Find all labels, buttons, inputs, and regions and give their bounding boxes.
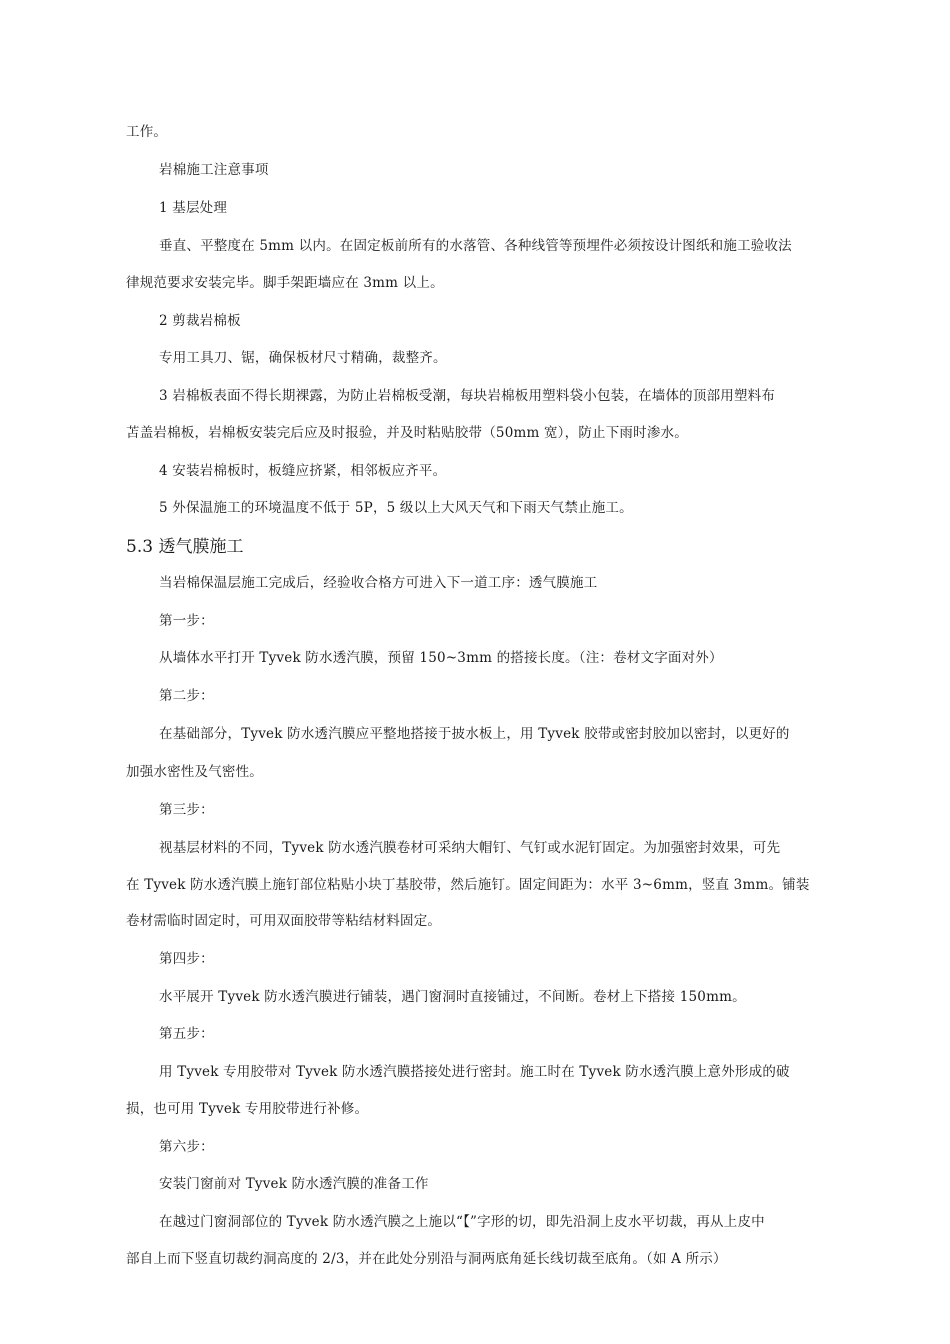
paragraph-line: 岩棉施工注意事项 <box>159 162 269 178</box>
paragraph-line: 在基础部分，Tyvek 防水透汽膜应平整地搭接于披水板上，用 Tyvek 胶带或密封胶加以密封，以更好的 <box>159 726 790 742</box>
paragraph-line: 从墙体水平打开 Tyvek 防水透汽膜，预留 150~3mm 的搭接长度。（注：卷材文字面对外） <box>159 650 723 666</box>
paragraph-line: 卷材需临时固定时，可用双面胶带等粘结材料固定。 <box>126 913 442 929</box>
paragraph-line: 安装门窗前对 Tyvek 防水透汽膜的准备工作 <box>159 1176 429 1192</box>
paragraph-line: 水平展开 Tyvek 防水透汽膜进行铺装，遇门窗洞时直接铺过，不间断。卷材上下搭接 150mm。 <box>159 989 746 1005</box>
step-label: 第一步： <box>159 613 214 629</box>
paragraph-line: 2 剪裁岩棉板 <box>159 313 241 329</box>
paragraph-line: 加强水密性及气密性。 <box>126 764 263 780</box>
paragraph-line: 当岩棉保温层施工完成后，经验收合格方可进入下一道工序：透气膜施工 <box>159 575 598 591</box>
step-label: 第二步： <box>159 688 214 704</box>
paragraph-line: 1 基层处理 <box>159 200 228 216</box>
paragraph-line: 5 外保温施工的环境温度不低于 5P，5 级以上大风天气和下雨天气禁止施工。 <box>159 500 633 516</box>
step-label: 第四步： <box>159 951 214 967</box>
paragraph-line: 部自上而下竖直切裁约洞高度的 2/3，并在此处分别沿与洞两底角延长线切裁至底角。（如 A 所示） <box>126 1251 727 1267</box>
step-label: 第三步： <box>159 802 214 818</box>
section-heading: 5.3 透气膜施工 <box>126 537 244 557</box>
paragraph-line: 4 安装岩棉板时，板缝应挤紧，相邻板应齐平。 <box>159 463 447 479</box>
paragraph-line: 垂直、平整度在 5mm 以内。在固定板前所有的水落管、各种线管等预埋件必须按设计图纸和施工验收法 <box>159 238 792 254</box>
paragraph-line: 在 Tyvek 防水透汽膜上施钉部位粘贴小块丁基胶带，然后施钉。固定间距为：水平 3~6mm，竖直 3mm。铺装 <box>126 877 810 893</box>
paragraph-line: 工作。 <box>126 124 168 140</box>
step-label: 第六步： <box>159 1139 214 1155</box>
paragraph-line: 在越过门窗洞部位的 Tyvek 防水透汽膜之上施以“【”字形的切，即先沿洞上皮水平切裁，再从上皮中 <box>159 1214 765 1230</box>
paragraph-line: 3 岩棉板表面不得长期裸露，为防止岩棉板受潮，每块岩棉板用塑料袋小包装，在墙体的顶部用塑料布 <box>159 388 776 404</box>
paragraph-line: 用 Tyvek 专用胶带对 Tyvek 防水透汽膜搭接处进行密封。施工时在 Tyvek 防水透汽膜上意外形成的破 <box>159 1064 790 1080</box>
paragraph-line: 视基层材料的不同，Tyvek 防水透汽膜卷材可采纳大帽钉、气钉或水泥钉固定。为加强密封效果，可先 <box>159 840 781 856</box>
paragraph-line: 专用工具刀、锯，确保板材尺寸精确，裁整齐。 <box>159 350 447 366</box>
step-label: 第五步： <box>159 1026 214 1042</box>
paragraph-line: 苫盖岩棉板，岩棉板安装完后应及时报验，并及时粘贴胶带（50mm 宽），防止下雨时渗水。 <box>126 425 688 441</box>
paragraph-line: 律规范要求安装完毕。脚手架距墙应在 3mm 以上。 <box>126 275 444 291</box>
paragraph-line: 损，也可用 Tyvek 专用胶带进行补修。 <box>126 1101 369 1117</box>
